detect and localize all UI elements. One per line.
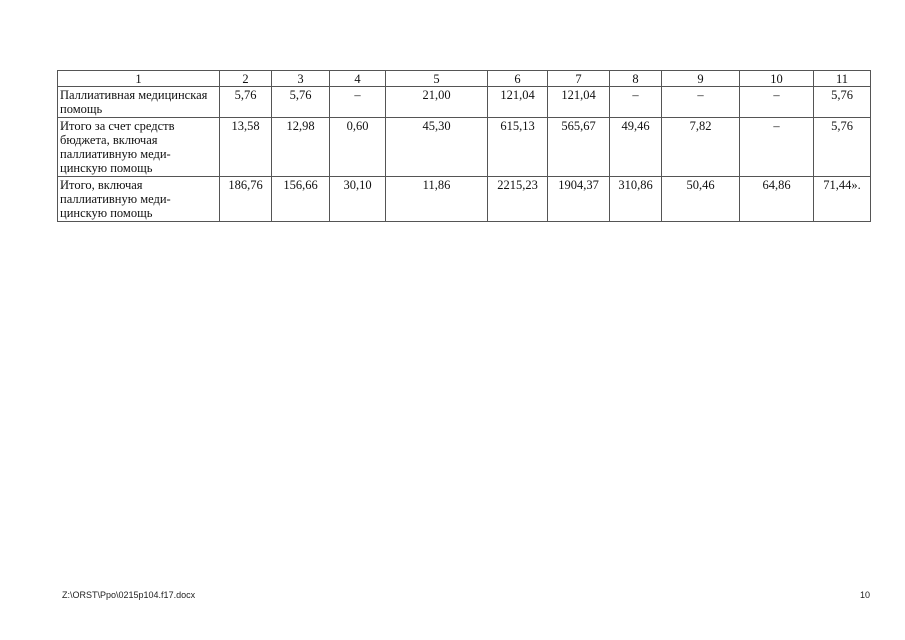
table-row — [58, 177, 871, 222]
table-cell: 2215,23 — [488, 177, 548, 222]
table-cell: 0,60 — [330, 118, 386, 177]
row-label: Итого за счет средств бюджета, включая паллиативную меди-цинскую помощь — [58, 118, 220, 177]
table-cell: 13,58 — [220, 118, 272, 177]
table-cell: 565,67 — [548, 118, 610, 177]
table-cell: 186,76 — [220, 177, 272, 222]
header-cell: 6 — [488, 71, 548, 87]
header-cell: 3 — [272, 71, 330, 87]
header-cell: 9 — [662, 71, 740, 87]
header-cell: 11 — [814, 71, 871, 87]
table-cell: 30,10 — [330, 177, 386, 222]
table-cell: 71,44». — [814, 177, 871, 222]
data-table — [57, 70, 871, 222]
table-cell: 45,30 — [386, 118, 488, 177]
header-cell: 4 — [330, 71, 386, 87]
header-cell: 10 — [740, 71, 814, 87]
table-cell: 156,66 — [272, 177, 330, 222]
table-cell: – — [610, 87, 662, 118]
table-cell: – — [662, 87, 740, 118]
table-cell: 49,46 — [610, 118, 662, 177]
table-cell: 310,86 — [610, 177, 662, 222]
table-cell: 11,86 — [386, 177, 488, 222]
table-cell: 50,46 — [662, 177, 740, 222]
table-header-row — [58, 71, 871, 87]
table-cell: – — [330, 87, 386, 118]
table-cell: 21,00 — [386, 87, 488, 118]
document-file-path: Z:\ORST\Ppo\0215p104.f17.docx — [62, 590, 196, 600]
header-cell: 8 — [610, 71, 662, 87]
row-label: Паллиативная медицинская помощь — [58, 87, 220, 118]
table-row — [58, 87, 871, 118]
header-cell: 1 — [58, 71, 220, 87]
table-cell: 5,76 — [814, 118, 871, 177]
table-cell: – — [740, 118, 814, 177]
table-cell: 5,76 — [272, 87, 330, 118]
table-cell: 121,04 — [488, 87, 548, 118]
table-cell: – — [740, 87, 814, 118]
page-number: 10 — [859, 590, 870, 600]
row-label: Итого, включая паллиативную меди-цинскую помощь — [58, 177, 220, 222]
table-cell: 615,13 — [488, 118, 548, 177]
header-cell: 2 — [220, 71, 272, 87]
table-cell: 5,76 — [220, 87, 272, 118]
table-row — [58, 118, 871, 177]
table-cell: 64,86 — [740, 177, 814, 222]
table-cell: 5,76 — [814, 87, 871, 118]
header-cell: 5 — [386, 71, 488, 87]
table-cell: 12,98 — [272, 118, 330, 177]
table-cell: 121,04 — [548, 87, 610, 118]
table-cell: 1904,37 — [548, 177, 610, 222]
table-cell: 7,82 — [662, 118, 740, 177]
header-cell: 7 — [548, 71, 610, 87]
